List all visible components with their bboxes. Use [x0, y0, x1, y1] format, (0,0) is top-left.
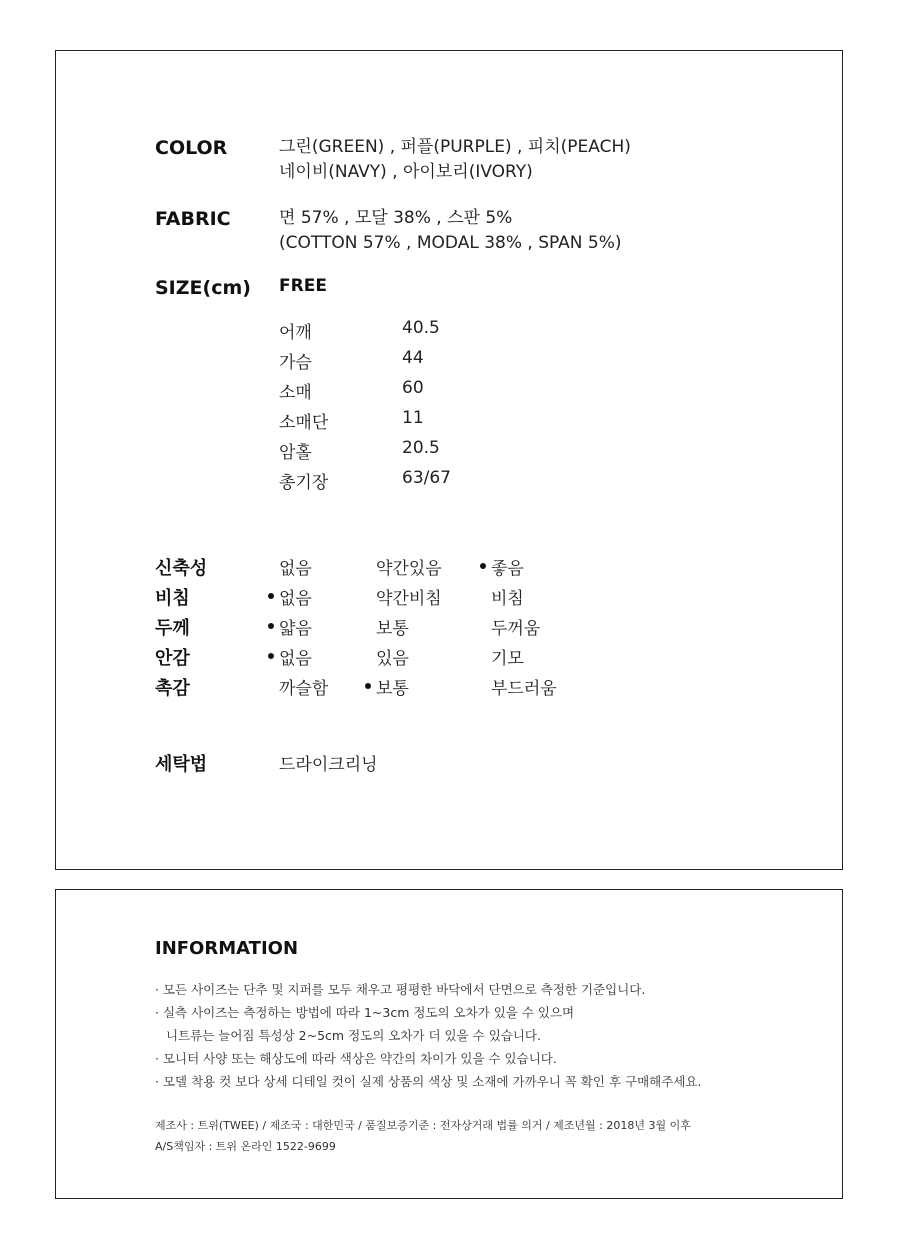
information-line: · 실측 사이즈는 측정하는 방법에 따라 1~3cm 정도의 오차가 있을 수 있으며 [155, 1005, 575, 1020]
property-row-stretch [155, 554, 715, 584]
size-row-value: 60 [402, 378, 424, 398]
selected-bullet-icon [268, 653, 274, 659]
property-option: 비침 [491, 589, 524, 609]
property-option: 부드러움 [491, 679, 557, 699]
size-row-value: 63/67 [402, 468, 451, 488]
size-row-value: 40.5 [402, 318, 440, 338]
property-option: 얇음 [279, 614, 312, 639]
size-row-name: 소매 [279, 383, 312, 403]
information-panel [55, 889, 843, 1199]
property-option: 없음 [279, 584, 312, 609]
size-row [279, 348, 579, 378]
fabric-line: 면 57% , 모달 38% , 스판 5% [279, 208, 513, 228]
selected-bullet-icon [268, 593, 274, 599]
property-option: 까슬함 [279, 679, 329, 699]
color-label: COLOR [155, 137, 228, 159]
as-contact-line: A/S책임자 : 트위 온라인 1522-9699 [155, 1140, 336, 1153]
property-row-sheerness [155, 584, 715, 614]
color-line: 그린(GREEN) , 퍼플(PURPLE) , 피치(PEACH) [279, 137, 631, 157]
property-option: 두꺼움 [491, 619, 541, 639]
information-subline: 니트류는 늘어짐 특성상 2~5cm 정도의 오차가 더 있을 수 있습니다. [166, 1028, 541, 1043]
property-option: 보통 [376, 674, 409, 699]
property-option: 좋음 [491, 554, 524, 579]
selected-bullet-icon [365, 683, 371, 689]
color-values [279, 135, 631, 185]
property-option: 있음 [376, 649, 409, 669]
information-item [155, 1047, 815, 1070]
washing-value: 드라이크리닝 [279, 755, 378, 775]
size-row-name: 소매단 [279, 413, 329, 433]
product-spec-panel [55, 50, 843, 870]
manufacturer-line: 제조사 : 트위(TWEE) / 제조국 : 대한민국 / 품질보증기준 : 전자상거래 법률 의거 / 제조년월 : 2018년 3월 이후 [155, 1119, 691, 1132]
property-row-lining [155, 644, 715, 674]
information-item [155, 1001, 815, 1047]
washing-label: 세탁법 [155, 754, 208, 775]
size-row-name: 가슴 [279, 353, 312, 373]
information-item [155, 1070, 815, 1093]
size-value: FREE [279, 276, 327, 296]
size-row-name: 어깨 [279, 323, 312, 343]
size-row [279, 318, 579, 348]
fabric-values [279, 206, 622, 256]
property-row-texture [155, 674, 715, 704]
information-line: · 모든 사이즈는 단추 및 지퍼를 모두 채우고 평평한 바닥에서 단면으로 측정한 기준입니다. [155, 982, 646, 997]
fabric-label: FABRIC [155, 208, 231, 230]
property-option: 약간비침 [376, 589, 442, 609]
size-row [279, 378, 579, 408]
washing-row [155, 750, 715, 780]
information-title: INFORMATION [155, 938, 299, 959]
information-line: · 모니터 사양 또는 해상도에 따라 색상은 약간의 차이가 있을 수 있습니다. [155, 1051, 557, 1066]
property-label: 신축성 [155, 558, 208, 579]
selected-bullet-icon [480, 563, 486, 569]
size-row-value: 20.5 [402, 438, 440, 458]
property-row-thickness [155, 614, 715, 644]
color-line: 네이비(NAVY) , 아이보리(IVORY) [279, 162, 533, 182]
property-label: 안감 [155, 648, 190, 669]
information-list [155, 978, 815, 1093]
selected-bullet-icon [268, 623, 274, 629]
size-row [279, 438, 579, 468]
size-row-name: 총기장 [279, 473, 329, 493]
size-label: SIZE(cm) [155, 277, 251, 299]
property-label: 두께 [155, 618, 190, 639]
size-row-value: 11 [402, 408, 424, 428]
property-label: 비침 [155, 588, 190, 609]
property-option: 없음 [279, 644, 312, 669]
information-item [155, 978, 815, 1001]
property-option: 기모 [491, 649, 524, 669]
size-row [279, 408, 579, 438]
size-row [279, 468, 579, 498]
property-label: 촉감 [155, 678, 190, 699]
manufacturer-info [155, 1115, 691, 1157]
size-row-name: 암홀 [279, 443, 312, 463]
property-option: 없음 [279, 559, 312, 579]
size-row-value: 44 [402, 348, 424, 368]
fabric-line: (COTTON 57% , MODAL 38% , SPAN 5%) [279, 233, 622, 253]
property-option: 약간있음 [376, 559, 442, 579]
property-option: 보통 [376, 619, 409, 639]
information-line: · 모델 착용 컷 보다 상세 디테일 컷이 실제 상품의 색상 및 소재에 가까우니 꼭 확인 후 구매해주세요. [155, 1074, 702, 1089]
